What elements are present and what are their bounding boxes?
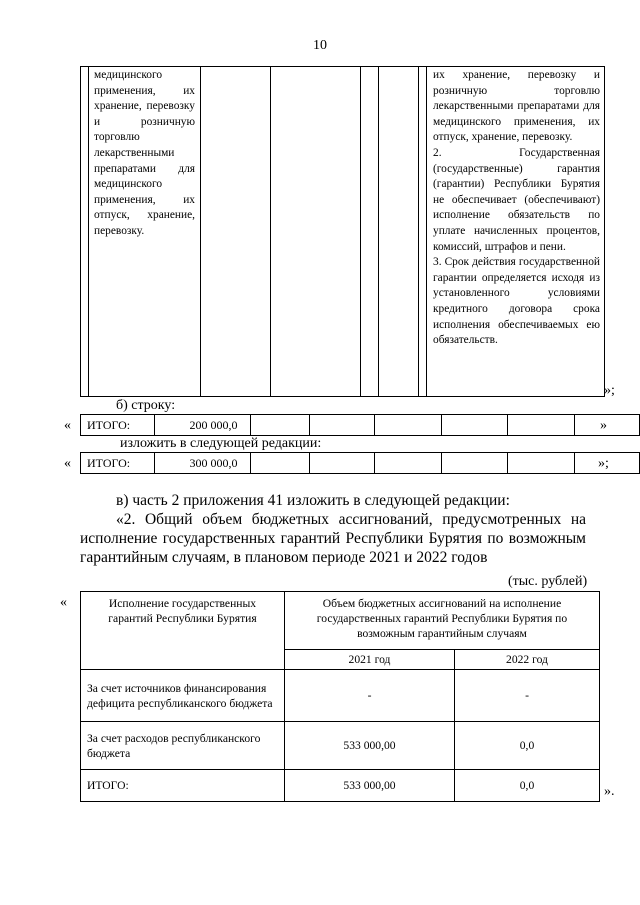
- izlozhit-line: изложить в следующей редакции:: [120, 436, 322, 451]
- row2-cell: [442, 453, 507, 474]
- row1-cell: [310, 415, 375, 436]
- row1-cell: [442, 415, 507, 436]
- row2-close: »;: [598, 456, 609, 471]
- row1-cell: [375, 415, 442, 436]
- continuation-table: [80, 66, 605, 397]
- v-line: в) часть 2 приложения 41 изложить в следующей редакции:: [116, 492, 510, 509]
- header-execution: Исполнение государственных гарантий Республики Бурятия: [81, 592, 285, 670]
- row1-open-quote: «: [64, 418, 71, 433]
- header-volume: Объем бюджетных ассигнований на исполнение государственных гарантий Республики Бурятия по возможным гарантийным случаям: [285, 592, 600, 650]
- row-value-2022: 0,0: [455, 722, 600, 770]
- row1-cell: [507, 415, 574, 436]
- row-label: За счет расходов республиканского бюджета: [81, 722, 285, 770]
- row1-table: [80, 414, 640, 436]
- row2-table: [80, 452, 640, 474]
- cont-right-para-2: 2. Государственная (государственные) гарантия (гарантии) Республики Бурятия не обеспечивает (обеспечивают) исполнение обязательств по уплате начисленных процентов, комиссий, штрафов и пени.: [433, 146, 600, 253]
- row-value-2022: 0,0: [455, 770, 600, 802]
- row2-value: 300 000,0: [154, 453, 250, 474]
- section-paragraph: «2. Общий объем бюджетных ассигнований, предусмотренных на исполнение государственных гарантий Республики Бурятия по возможным гарантийным случаям, в плановом периоде 2021 и 2022 годов: [80, 511, 586, 566]
- row1-value: 200 000,0: [154, 415, 250, 436]
- cont-left-text: медицинского применения, их хранение, перевозку и розничную торговлю лекарственными препаратами для медицинского применения, их отпуск, хранение, перевозку.: [89, 67, 201, 397]
- cont-right-para-1: их хранение, перевозку и розничную торговлю лекарственными препаратами для медицинского применения, их отпуск, хранение, перевозку.: [433, 69, 600, 144]
- header-year-2022: 2022 год: [455, 650, 600, 670]
- row2-label: ИТОГО:: [81, 453, 155, 474]
- row-label: ИТОГО:: [81, 770, 285, 802]
- page-number: 10: [313, 38, 327, 53]
- cont-cell-4: [361, 67, 379, 397]
- row-value-2021: 533 000,00: [285, 770, 455, 802]
- row-value-2022: -: [455, 670, 600, 722]
- cont-cell-2: [201, 67, 271, 397]
- header-year-2021: 2021 год: [285, 650, 455, 670]
- end-mark: ».: [604, 784, 615, 799]
- row2-cell: [250, 453, 310, 474]
- guarantee-table: [80, 591, 600, 802]
- cont-cell-5: [379, 67, 419, 397]
- row2-cell: [375, 453, 442, 474]
- row1-label: ИТОГО:: [81, 415, 155, 436]
- table-open-quote: «: [60, 595, 67, 610]
- row1-close: »: [600, 418, 607, 433]
- row-value-2021: -: [285, 670, 455, 722]
- row2-cell: [507, 453, 574, 474]
- row2-cell: [310, 453, 375, 474]
- cont-cell-3: [271, 67, 361, 397]
- cont-cell-0: [81, 67, 89, 397]
- row1-cell: [250, 415, 310, 436]
- cont-close-mark: »;: [604, 383, 615, 398]
- row2-open-quote: «: [64, 456, 71, 471]
- cont-right-text: [427, 67, 605, 397]
- cont-cell-6: [419, 67, 427, 397]
- b-line: б) строку:: [116, 398, 176, 413]
- cont-right-para-3: 3. Срок действия государственной гарантии определяется исходя из установленного условиями кредитного договора срока исполнения обеспечиваемых ею обязательств.: [433, 256, 600, 347]
- units-label: (тыс. рублей): [508, 574, 588, 589]
- row-label: За счет источников финансирования дефицита республиканского бюджета: [81, 670, 285, 722]
- row-value-2021: 533 000,00: [285, 722, 455, 770]
